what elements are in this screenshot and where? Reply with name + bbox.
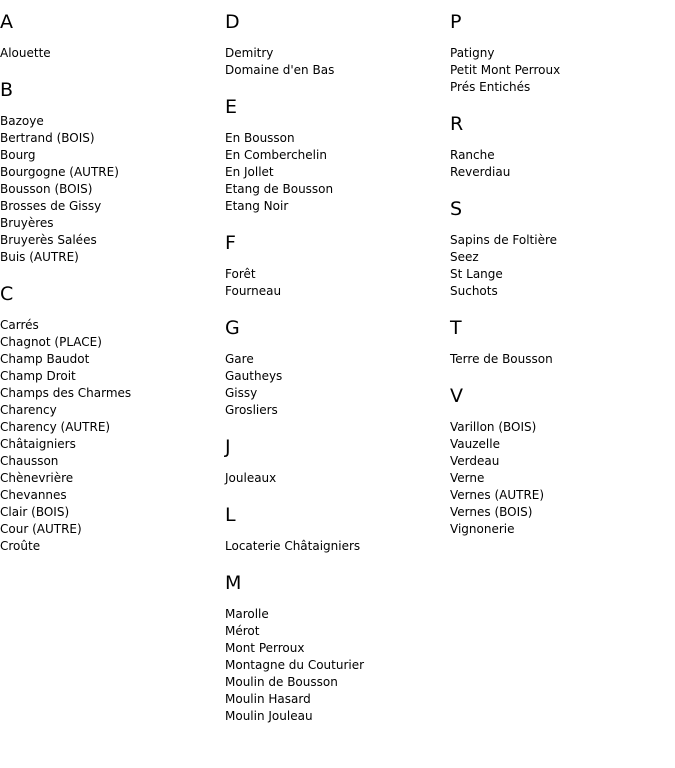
place-entry-link[interactable]: Mont Perroux <box>225 641 305 655</box>
place-entry-link[interactable]: Etang de Bousson <box>225 182 334 196</box>
place-entry-link[interactable]: Charency (AUTRE) <box>0 420 111 434</box>
index-column-1 <box>0 11 225 572</box>
entry-list <box>225 606 450 725</box>
entry-list <box>225 538 450 555</box>
entry-list <box>450 419 675 538</box>
place-entry-link[interactable]: Chausson <box>0 454 59 468</box>
letter-section <box>450 11 675 96</box>
letter-section <box>225 11 450 79</box>
place-entry-link[interactable]: Bruyerès Salées <box>0 233 97 247</box>
section-letter-heading: R <box>450 113 464 135</box>
place-entry-link[interactable]: Chevannes <box>0 488 67 502</box>
place-entry-link[interactable]: Terre de Bousson <box>450 352 553 366</box>
section-letter-heading: F <box>225 232 236 254</box>
place-entry-link[interactable]: En Bousson <box>225 131 295 145</box>
letter-section <box>225 504 450 555</box>
place-entry-link[interactable]: Vignonerie <box>450 522 515 536</box>
entry-list <box>225 470 450 487</box>
letter-section <box>0 79 225 266</box>
section-letter-heading: L <box>225 504 236 526</box>
entry-list <box>225 130 450 215</box>
letter-section <box>225 317 450 419</box>
place-entry-link[interactable]: Croûte <box>0 539 41 553</box>
entry-list <box>450 45 675 96</box>
place-entry-link[interactable]: Forêt <box>225 267 256 281</box>
section-letter-heading: D <box>225 11 240 33</box>
place-entry-link[interactable]: Champ Baudot <box>0 352 90 366</box>
place-entry-link[interactable]: Moulin Hasard <box>225 692 311 706</box>
place-entry-link[interactable]: Marolle <box>225 607 269 621</box>
place-entry-link[interactable]: Prés Entichés <box>450 80 531 94</box>
entry-list <box>225 266 450 300</box>
entry-list <box>450 147 675 181</box>
letter-section <box>225 96 450 215</box>
place-entry-link[interactable]: Seez <box>450 250 479 264</box>
section-letter-heading: A <box>0 11 13 33</box>
letter-section <box>450 113 675 181</box>
place-entry-link[interactable]: Locaterie Châtaigniers <box>225 539 361 553</box>
place-entry-link[interactable]: Charency <box>0 403 57 417</box>
section-letter-heading: S <box>450 198 463 220</box>
letter-section <box>450 385 675 538</box>
place-entry-link[interactable]: Verdeau <box>450 454 500 468</box>
letter-section <box>225 572 450 725</box>
place-entry-link[interactable]: St Lange <box>450 267 503 281</box>
place-entry-link[interactable]: Vernes (AUTRE) <box>450 488 545 502</box>
place-entry-link[interactable]: Gautheys <box>225 369 283 383</box>
section-letter-heading: V <box>450 385 463 407</box>
place-entry-link[interactable]: Demitry <box>225 46 274 60</box>
letter-section <box>225 232 450 300</box>
letter-section <box>450 317 675 368</box>
place-entry-link[interactable]: Bazoye <box>0 114 44 128</box>
entry-list <box>0 45 225 62</box>
place-entry-link[interactable]: Bruyères <box>0 216 54 230</box>
section-letter-heading: M <box>225 572 242 594</box>
letter-section <box>0 11 225 62</box>
entry-list <box>225 351 450 419</box>
section-letter-heading: E <box>225 96 238 118</box>
section-letter-heading: T <box>450 317 462 339</box>
section-letter-heading: C <box>0 283 14 305</box>
letter-section <box>450 198 675 300</box>
place-entry-link[interactable]: Gare <box>225 352 254 366</box>
letter-section <box>0 283 225 555</box>
place-entry-link[interactable]: Varillon (BOIS) <box>450 420 537 434</box>
place-entry-link[interactable]: Cour (AUTRE) <box>0 522 82 536</box>
place-entry-link[interactable]: Vauzelle <box>450 437 500 451</box>
place-entry-link[interactable]: Fourneau <box>225 284 282 298</box>
place-entry-link[interactable]: Verne <box>450 471 485 485</box>
place-entry-link[interactable]: Buis (AUTRE) <box>0 250 79 264</box>
place-entry-link[interactable]: Champ Droit <box>0 369 76 383</box>
place-entry-link[interactable]: Bourgogne (AUTRE) <box>0 165 119 179</box>
place-entry-link[interactable]: Sapins de Foltière <box>450 233 558 247</box>
place-entry-link[interactable]: En Jollet <box>225 165 274 179</box>
place-entry-link[interactable]: En Comberchelin <box>225 148 327 162</box>
place-entry-link[interactable]: Patigny <box>450 46 495 60</box>
index-column-2 <box>225 11 450 742</box>
section-letter-heading: P <box>450 11 462 33</box>
section-letter-heading: G <box>225 317 240 339</box>
section-letter-heading: B <box>0 79 14 101</box>
place-entry-link[interactable]: Alouette <box>0 46 51 60</box>
entry-list <box>450 232 675 300</box>
place-entry-link[interactable]: Grosliers <box>225 403 278 417</box>
place-entry-link[interactable]: Reverdiau <box>450 165 511 179</box>
place-entry-link[interactable]: Carrés <box>0 318 39 332</box>
place-entry-link[interactable]: Etang Noir <box>225 199 289 213</box>
entry-list <box>0 317 225 555</box>
place-entry-link[interactable]: Bourg <box>0 148 36 162</box>
place-entry-link[interactable]: Chènevrière <box>0 471 74 485</box>
place-entry-link[interactable]: Bousson (BOIS) <box>0 182 93 196</box>
entry-list <box>0 113 225 266</box>
place-entry-link[interactable]: Champs des Charmes <box>0 386 132 400</box>
place-entry-link[interactable]: Bertrand (BOIS) <box>0 131 95 145</box>
letter-section <box>225 436 450 487</box>
index-column-3 <box>450 11 675 555</box>
entry-list <box>225 45 450 79</box>
section-letter-heading: J <box>225 436 231 458</box>
place-entry-link[interactable]: Suchots <box>450 284 498 298</box>
place-entry-link[interactable]: Gissy <box>225 386 258 400</box>
place-entry-link[interactable]: Moulin Jouleau <box>225 709 313 723</box>
entry-list <box>450 351 675 368</box>
place-entry-link[interactable]: Montagne du Couturier <box>225 658 365 672</box>
place-entry-link[interactable]: Châtaigniers <box>0 437 76 451</box>
place-entry-link[interactable]: Domaine d'en Bas <box>225 63 335 77</box>
place-entry-link[interactable]: Brosses de Gissy <box>0 199 102 213</box>
place-entry-link[interactable]: Clair (BOIS) <box>0 505 70 519</box>
place-entry-link[interactable]: Chagnot (PLACE) <box>0 335 102 349</box>
place-entry-link[interactable]: Mérot <box>225 624 260 638</box>
place-entry-link[interactable]: Jouleaux <box>225 471 277 485</box>
place-entry-link[interactable]: Vernes (BOIS) <box>450 505 533 519</box>
place-entry-link[interactable]: Moulin de Bousson <box>225 675 338 689</box>
place-entry-link[interactable]: Petit Mont Perroux <box>450 63 561 77</box>
place-entry-link[interactable]: Ranche <box>450 148 495 162</box>
